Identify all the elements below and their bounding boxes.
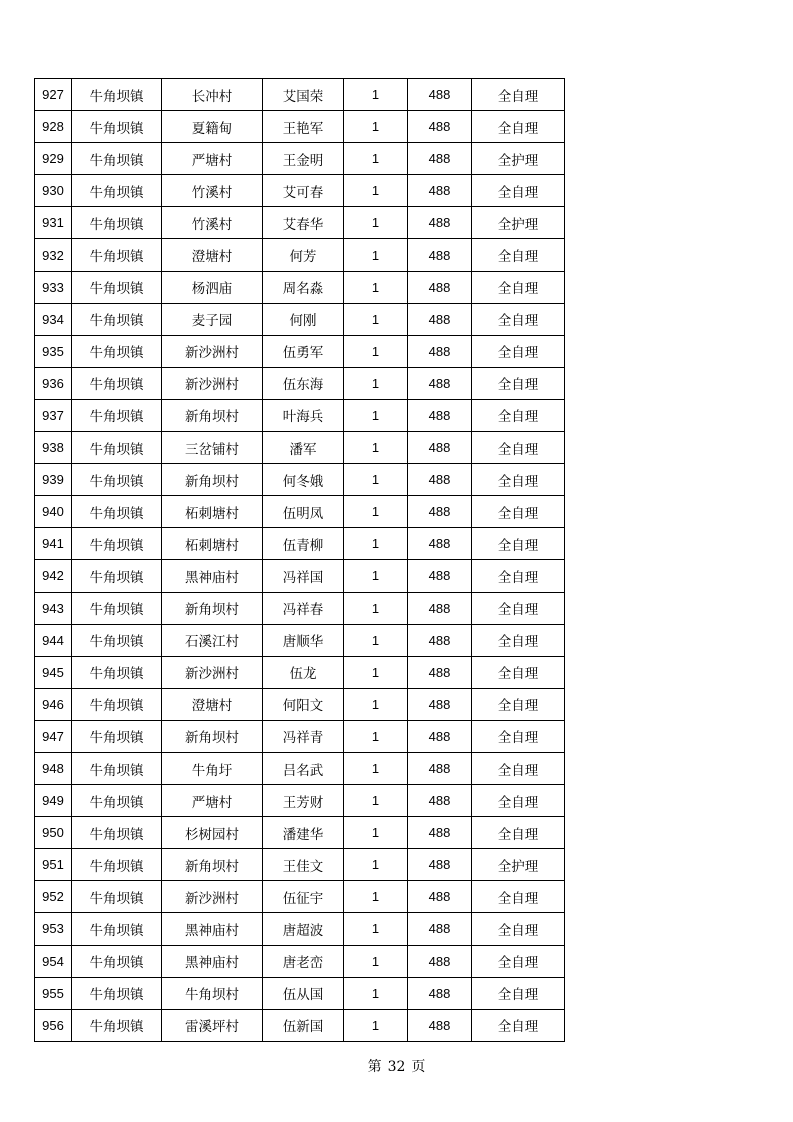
cell-town: 牛角坝镇 [72,207,162,239]
cell-amount: 488 [408,977,472,1009]
cell-serial-no: 946 [35,688,72,720]
cell-town: 牛角坝镇 [72,817,162,849]
cell-care-type: 全自理 [472,592,565,624]
cell-count: 1 [344,367,408,399]
cell-name: 伍勇军 [263,335,344,367]
cell-count: 1 [344,432,408,464]
cell-name: 冯祥青 [263,720,344,752]
cell-village: 黑神庙村 [162,913,263,945]
cell-care-type: 全自理 [472,656,565,688]
table-row [35,175,565,207]
table-row [35,656,565,688]
cell-serial-no: 929 [35,143,72,175]
cell-name: 伍龙 [263,656,344,688]
cell-name: 周名淼 [263,271,344,303]
cell-name: 唐超波 [263,913,344,945]
cell-name: 唐顺华 [263,624,344,656]
cell-serial-no: 947 [35,720,72,752]
cell-count: 1 [344,849,408,881]
cell-count: 1 [344,752,408,784]
cell-count: 1 [344,785,408,817]
table-row [35,624,565,656]
cell-amount: 488 [408,143,472,175]
cell-care-type: 全自理 [472,817,565,849]
cell-village: 新角坝村 [162,464,263,496]
cell-village: 严塘村 [162,785,263,817]
table-row [35,79,565,111]
cell-town: 牛角坝镇 [72,849,162,881]
cell-count: 1 [344,720,408,752]
table-row [35,720,565,752]
cell-care-type: 全护理 [472,207,565,239]
cell-town: 牛角坝镇 [72,271,162,303]
cell-care-type: 全自理 [472,881,565,913]
cell-care-type: 全自理 [472,271,565,303]
table-row [35,111,565,143]
cell-serial-no: 954 [35,945,72,977]
cell-count: 1 [344,656,408,688]
footer-prefix: 第 [367,1059,382,1075]
cell-count: 1 [344,79,408,111]
cell-amount: 488 [408,335,472,367]
cell-serial-no: 932 [35,239,72,271]
cell-town: 牛角坝镇 [72,464,162,496]
cell-town: 牛角坝镇 [72,303,162,335]
cell-count: 1 [344,143,408,175]
cell-name: 何冬娥 [263,464,344,496]
cell-name: 冯祥春 [263,592,344,624]
cell-amount: 488 [408,720,472,752]
cell-count: 1 [344,945,408,977]
cell-serial-no: 934 [35,303,72,335]
cell-count: 1 [344,496,408,528]
cell-amount: 488 [408,111,472,143]
table-row [35,881,565,913]
cell-amount: 488 [408,175,472,207]
cell-name: 伍明凤 [263,496,344,528]
table-row [35,528,565,560]
cell-amount: 488 [408,271,472,303]
cell-serial-no: 949 [35,785,72,817]
cell-care-type: 全自理 [472,752,565,784]
cell-town: 牛角坝镇 [72,528,162,560]
cell-village: 竹溪村 [162,175,263,207]
cell-name: 艾国荣 [263,79,344,111]
cell-amount: 488 [408,785,472,817]
table-row [35,143,565,175]
cell-village: 长冲村 [162,79,263,111]
cell-care-type: 全自理 [472,785,565,817]
cell-village: 澄塘村 [162,688,263,720]
table-row [35,335,565,367]
cell-town: 牛角坝镇 [72,945,162,977]
cell-village: 黑神庙村 [162,945,263,977]
cell-serial-no: 952 [35,881,72,913]
cell-count: 1 [344,303,408,335]
cell-village: 竹溪村 [162,207,263,239]
cell-amount: 488 [408,464,472,496]
cell-serial-no: 933 [35,271,72,303]
table-row [35,913,565,945]
cell-care-type: 全护理 [472,849,565,881]
cell-care-type: 全自理 [472,303,565,335]
cell-village: 夏籍甸 [162,111,263,143]
cell-name: 唐老峦 [263,945,344,977]
cell-name: 潘军 [263,432,344,464]
cell-count: 1 [344,239,408,271]
cell-village: 牛角圩 [162,752,263,784]
cell-village: 新角坝村 [162,592,263,624]
cell-serial-no: 938 [35,432,72,464]
cell-town: 牛角坝镇 [72,656,162,688]
table-row [35,785,565,817]
cell-serial-no: 950 [35,817,72,849]
table-row [35,496,565,528]
cell-town: 牛角坝镇 [72,432,162,464]
cell-town: 牛角坝镇 [72,239,162,271]
table-row [35,207,565,239]
cell-count: 1 [344,399,408,431]
table-row [35,1009,565,1041]
cell-care-type: 全自理 [472,175,565,207]
cell-serial-no: 955 [35,977,72,1009]
cell-care-type: 全自理 [472,432,565,464]
cell-name: 伍新国 [263,1009,344,1041]
cell-name: 何阳文 [263,688,344,720]
cell-care-type: 全自理 [472,1009,565,1041]
cell-amount: 488 [408,207,472,239]
cell-serial-no: 928 [35,111,72,143]
table-row [35,367,565,399]
cell-amount: 488 [408,432,472,464]
cell-care-type: 全自理 [472,945,565,977]
cell-serial-no: 943 [35,592,72,624]
cell-serial-no: 940 [35,496,72,528]
cell-town: 牛角坝镇 [72,111,162,143]
cell-care-type: 全护理 [472,143,565,175]
page-footer [0,1056,793,1076]
cell-amount: 488 [408,367,472,399]
roster-table [34,78,565,1042]
cell-amount: 488 [408,688,472,720]
cell-town: 牛角坝镇 [72,143,162,175]
cell-amount: 488 [408,496,472,528]
cell-serial-no: 931 [35,207,72,239]
cell-count: 1 [344,817,408,849]
cell-name: 王艳军 [263,111,344,143]
cell-name: 何芳 [263,239,344,271]
cell-name: 何刚 [263,303,344,335]
cell-town: 牛角坝镇 [72,752,162,784]
cell-name: 叶海兵 [263,399,344,431]
cell-town: 牛角坝镇 [72,881,162,913]
cell-serial-no: 944 [35,624,72,656]
table-row [35,817,565,849]
cell-care-type: 全自理 [472,335,565,367]
cell-town: 牛角坝镇 [72,367,162,399]
cell-village: 雷溪坪村 [162,1009,263,1041]
cell-count: 1 [344,335,408,367]
cell-serial-no: 930 [35,175,72,207]
cell-care-type: 全自理 [472,399,565,431]
cell-care-type: 全自理 [472,688,565,720]
table-row [35,688,565,720]
cell-serial-no: 951 [35,849,72,881]
cell-name: 伍青柳 [263,528,344,560]
cell-name: 吕名武 [263,752,344,784]
cell-amount: 488 [408,303,472,335]
cell-amount: 488 [408,592,472,624]
cell-town: 牛角坝镇 [72,785,162,817]
cell-count: 1 [344,207,408,239]
cell-care-type: 全自理 [472,367,565,399]
cell-serial-no: 936 [35,367,72,399]
cell-amount: 488 [408,752,472,784]
cell-care-type: 全自理 [472,79,565,111]
table-row [35,239,565,271]
cell-care-type: 全自理 [472,977,565,1009]
cell-count: 1 [344,528,408,560]
cell-serial-no: 941 [35,528,72,560]
cell-village: 杨泗庙 [162,271,263,303]
cell-serial-no: 942 [35,560,72,592]
cell-amount: 488 [408,399,472,431]
cell-amount: 488 [408,881,472,913]
cell-count: 1 [344,688,408,720]
cell-amount: 488 [408,624,472,656]
cell-town: 牛角坝镇 [72,560,162,592]
cell-village: 严塘村 [162,143,263,175]
cell-count: 1 [344,881,408,913]
cell-town: 牛角坝镇 [72,720,162,752]
cell-village: 新沙洲村 [162,335,263,367]
cell-count: 1 [344,111,408,143]
cell-care-type: 全自理 [472,496,565,528]
cell-village: 柘刺塘村 [162,528,263,560]
table-row [35,592,565,624]
cell-count: 1 [344,624,408,656]
cell-serial-no: 939 [35,464,72,496]
table-row [35,271,565,303]
table-row [35,752,565,784]
table-row [35,945,565,977]
table-row [35,303,565,335]
cell-count: 1 [344,175,408,207]
cell-serial-no: 956 [35,1009,72,1041]
cell-serial-no: 948 [35,752,72,784]
cell-amount: 488 [408,913,472,945]
cell-village: 麦子园 [162,303,263,335]
cell-serial-no: 937 [35,399,72,431]
cell-amount: 488 [408,239,472,271]
cell-count: 1 [344,592,408,624]
cell-amount: 488 [408,817,472,849]
cell-name: 伍征宇 [263,881,344,913]
cell-amount: 488 [408,945,472,977]
cell-town: 牛角坝镇 [72,688,162,720]
cell-town: 牛角坝镇 [72,624,162,656]
cell-amount: 488 [408,656,472,688]
cell-town: 牛角坝镇 [72,1009,162,1041]
cell-name: 艾可春 [263,175,344,207]
cell-town: 牛角坝镇 [72,175,162,207]
table-row [35,399,565,431]
cell-serial-no: 945 [35,656,72,688]
cell-serial-no: 935 [35,335,72,367]
table-row [35,560,565,592]
cell-count: 1 [344,560,408,592]
cell-village: 黑神庙村 [162,560,263,592]
cell-name: 伍东海 [263,367,344,399]
cell-serial-no: 927 [35,79,72,111]
cell-town: 牛角坝镇 [72,399,162,431]
cell-care-type: 全自理 [472,464,565,496]
cell-count: 1 [344,271,408,303]
cell-name: 王金明 [263,143,344,175]
cell-name: 艾春华 [263,207,344,239]
cell-amount: 488 [408,849,472,881]
cell-village: 三岔铺村 [162,432,263,464]
cell-amount: 488 [408,1009,472,1041]
cell-amount: 488 [408,560,472,592]
cell-care-type: 全自理 [472,560,565,592]
cell-village: 新角坝村 [162,399,263,431]
cell-name: 冯祥国 [263,560,344,592]
cell-serial-no: 953 [35,913,72,945]
cell-name: 王佳文 [263,849,344,881]
cell-care-type: 全自理 [472,624,565,656]
cell-care-type: 全自理 [472,111,565,143]
cell-village: 新沙洲村 [162,367,263,399]
cell-village: 新沙洲村 [162,881,263,913]
cell-name: 伍从国 [263,977,344,1009]
cell-village: 石溪江村 [162,624,263,656]
table-row [35,464,565,496]
cell-village: 柘刺塘村 [162,496,263,528]
cell-town: 牛角坝镇 [72,496,162,528]
cell-village: 新角坝村 [162,720,263,752]
footer-suffix: 页 [411,1059,426,1075]
page-number: 32 [387,1059,406,1075]
cell-village: 杉树园村 [162,817,263,849]
cell-name: 潘建华 [263,817,344,849]
cell-name: 王芳财 [263,785,344,817]
cell-count: 1 [344,977,408,1009]
cell-village: 牛角坝村 [162,977,263,1009]
cell-count: 1 [344,464,408,496]
cell-village: 新角坝村 [162,849,263,881]
cell-count: 1 [344,1009,408,1041]
cell-town: 牛角坝镇 [72,913,162,945]
cell-amount: 488 [408,79,472,111]
cell-count: 1 [344,913,408,945]
cell-town: 牛角坝镇 [72,335,162,367]
table-row [35,849,565,881]
roster-body [35,79,565,1042]
cell-care-type: 全自理 [472,720,565,752]
table-row [35,432,565,464]
table-row [35,977,565,1009]
cell-care-type: 全自理 [472,913,565,945]
cell-care-type: 全自理 [472,528,565,560]
cell-care-type: 全自理 [472,239,565,271]
cell-village: 新沙洲村 [162,656,263,688]
cell-town: 牛角坝镇 [72,79,162,111]
cell-amount: 488 [408,528,472,560]
cell-town: 牛角坝镇 [72,592,162,624]
cell-town: 牛角坝镇 [72,977,162,1009]
cell-village: 澄塘村 [162,239,263,271]
